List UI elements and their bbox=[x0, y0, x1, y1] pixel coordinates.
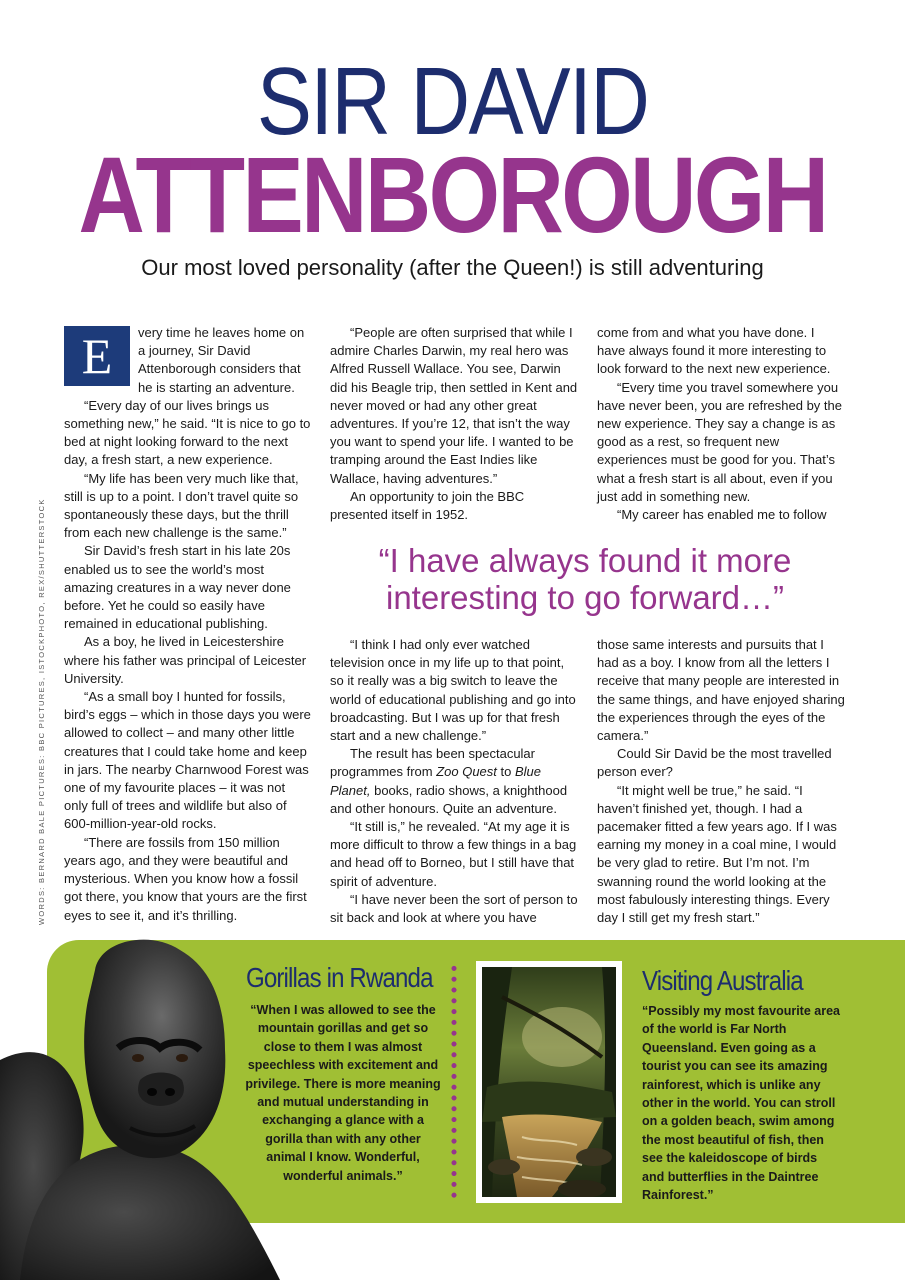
australia-quote: “Possibly my most favourite area of the world is Far North Queensland. Even going as a tourist you can see its amazing rainforest, which is unlike any other in the world. You can stroll on a golden beach, swim among the most beautiful of fish, then see the kaleidoscope of birds and butterflies in the Daintree Rainforest.” bbox=[642, 1004, 840, 1203]
paragraph: “I have never been the sort of person to sit back and look at where you have bbox=[330, 891, 578, 926]
paragraph: “My life has been very much like that, still is up to a point. I don’t travel quite so spontaneously these days, but the thrill from each new challenge is the same.” bbox=[64, 470, 299, 541]
article-column-1 bbox=[64, 324, 312, 925]
gorillas-heading: Gorillas in Rwanda bbox=[246, 962, 433, 993]
photo-credits: WORDS: BERNARD BALE PICTURES: BBC PICTURES, ISTOCKPHOTO, REX/SHUTTERSTOCK bbox=[37, 498, 46, 925]
pull-quote: “I have always found it more interesting to go forward…” bbox=[378, 542, 792, 616]
australia-heading: Visiting Australia bbox=[642, 965, 803, 996]
programme-title: Zoo Quest bbox=[436, 764, 497, 780]
article-column-2-bottom bbox=[330, 636, 578, 927]
gorillas-quote: “When I was allowed to see the mountain gorillas and get so close to them I was almost speechless with excitement and privilege. There is more meaning and mutual understanding in exchanging a glance with a gorilla than with any other animal I know. Wonderful, wonderful animals.” bbox=[245, 1003, 441, 1183]
paragraph: Sir David’s fresh start in his late 20s enabled us to see the world’s most amazing creatures in a way never done before. Yet he could so easily have remained in educational publishing. bbox=[64, 543, 291, 632]
paragraph: “My career has enabled me to follow bbox=[617, 507, 827, 523]
paragraph: “It still is,” he revealed. “At my age it is more difficult to throw a few things in a bag and head off to Borneo, but I still have that spirit of adventure. bbox=[330, 819, 577, 889]
paragraph: those same interests and pursuits that I had as a boy. I know from all the letters I receive that many people are interested in the same things, and have enjoyed sharing the experiences through the eyes of the camera.” bbox=[597, 637, 845, 744]
paragraph: As a boy, he lived in Leicestershire where his father was principal of Leicester University. bbox=[64, 634, 307, 686]
title-line-2: ATTENBOROUGH bbox=[78, 134, 827, 255]
paragraph: “As a small boy I hunted for fossils, bird’s eggs – which in those days you were allowed to collect – and many other little creatures that I could take home and keep in jars. The nearby Charnwood Forest was one of my favourite places – it was not only full of trees and wildlife but also of 600-million-year-old rocks. bbox=[64, 689, 311, 832]
paragraph: “Every time you travel somewhere you have never been, you are refreshed by the new experience. They say a change is as good as a rest, so frequent new experiences must be good for you. That’s what a fresh start is all about, even if you just add in something new. bbox=[597, 379, 842, 504]
paragraph-programmes: The result has been spectacular programmes from Zoo Quest to Blue Planet, books, radio shows, a knighthood and other honours. Quite an adventure. bbox=[330, 746, 568, 816]
rainforest-photo-frame bbox=[476, 961, 622, 1203]
drop-cap: E bbox=[64, 326, 130, 386]
paragraph: come from and what you have done. I have always found it more interesting to look forward to the next new experience. bbox=[597, 325, 831, 377]
paragraph: “Every day of our lives brings us something new,” he said. “It is nice to go to bed at night looking forward to the next day, a fresh start, a new experience. bbox=[64, 397, 311, 468]
title-line-1: SIR DAVID bbox=[256, 48, 649, 155]
article-column-3-top bbox=[597, 324, 845, 524]
dotted-divider bbox=[451, 963, 457, 1201]
article-column-3-bottom bbox=[597, 636, 845, 927]
paragraph: “I think I had only ever watched television once in my life up to that point, so it really was a big switch to leave the world of educational publishing and go into broadcasting. But I was up for that fresh start and a new challenge.” bbox=[330, 637, 576, 744]
paragraph: “There are fossils from 150 million years ago, and they were beautiful and mysterious. When you know how a fossil got there, you know that yours are the first eyes to see it, and it’s thrilling. bbox=[64, 834, 307, 923]
paragraph: An opportunity to join the BBC presented itself in 1952. bbox=[330, 488, 525, 523]
paragraph: “It might well be true,” he said. “I haven’t finished yet, though. I had a pacemaker fitted a few years ago. If I was earning my money in a coal mine, I would be very glad to retire. But I’m not. I’m swanning round the world looking at the most fabulously interesting things. Every day I still get my fresh start.” bbox=[597, 782, 837, 926]
paragraph: very time he leaves home on a journey, Sir David Attenborough considers that he is starting an adventure. bbox=[138, 325, 305, 395]
paragraph: “People are often surprised that while I admire Charles Darwin, my real hero was Alfred Russell Wallace. You see, Darwin did his Beagle trip, then settled in Kent and never moved or had any other great adventures. If you’re 12, that isn’t the way you want to spend your life. I wanted to be tramping around the East Indies like Wallace, having adventures.” bbox=[330, 325, 578, 486]
subtitle: Our most loved personality (after the Queen!) is still adventuring bbox=[141, 255, 764, 280]
rainforest-photo bbox=[482, 967, 616, 1197]
article-column-2-top bbox=[330, 324, 578, 524]
paragraph: Could Sir David be the most travelled person ever? bbox=[597, 746, 832, 780]
programme-title: Blue Planet, bbox=[330, 764, 542, 798]
